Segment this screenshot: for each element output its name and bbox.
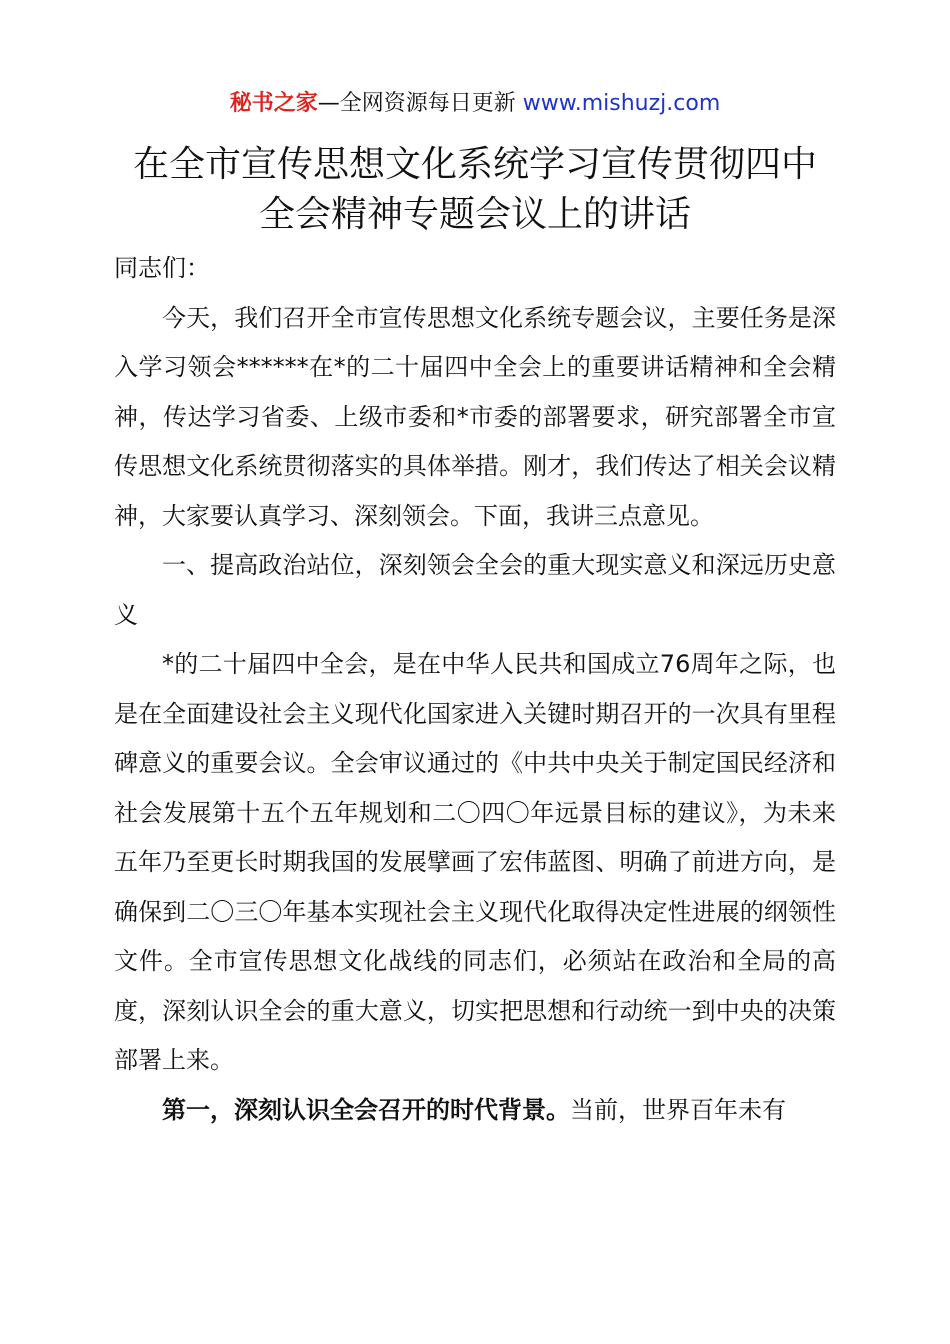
paragraph-intro: 今天，我们召开全市宣传思想文化系统专题会议，主要任务是深入学习领会******在*的二十届四中全会上的重要讲话精神和全会精神，传达学习省委、上级市委和*市委的部署要求，研究部署全市宣传思想文化系统贯彻落实的具体举措。刚才，我们传达了相关会议精神，大家要认真学习、深刻领会。下面，我讲三点意见。 bbox=[114, 303, 836, 530]
paragraph-first-point bbox=[114, 1086, 836, 1136]
document-title bbox=[0, 140, 950, 240]
section-heading-1: 一、提高政治站位，深刻领会全会的重大现实意义和深远历史意义 bbox=[114, 551, 836, 629]
document-body bbox=[114, 244, 836, 1135]
first-point-text: 当前，世界百年未有 bbox=[570, 1095, 786, 1124]
document-title-line-1: 在全市宣传思想文化系统学习宣传贯彻四中 bbox=[132, 144, 817, 185]
site-brand: 秘书之家 bbox=[229, 91, 318, 116]
site-tagline: —全网资源每日更新 bbox=[317, 91, 523, 116]
paragraph-plenum-significance: *的二十届四中全会，是在中华人民共和国成立76周年之际，也是在全面建设社会主义现代化国家进入关键时期召开的一次具有里程碑意义的重要会议。全会审议通过的《中共中央关于制定国民经济和社会发展第十五个五年规划和二〇四〇年远景目标的建议》，为未来五年乃至更长时期我国的发展擘画了宏伟蓝图、明确了前进方向，是确保到二〇三〇年基本实现社会主义现代化取得决定性进展的纲领性文件。全市宣传思想文化战线的同志们，必须站在政治和全局的高度，深刻认识全会的重大意义，切实把思想和行动统一到中央的决策部署上来。 bbox=[114, 650, 836, 1074]
document-title-line-2: 全会精神专题会议上的讲话 bbox=[258, 194, 691, 235]
site-header bbox=[0, 88, 950, 120]
salutation: 同志们： bbox=[114, 254, 210, 282]
first-point-lead: 第一，深刻认识全会召开的时代背景。 bbox=[162, 1095, 570, 1124]
site-url-link[interactable]: www.mishuzj.com bbox=[522, 91, 721, 116]
